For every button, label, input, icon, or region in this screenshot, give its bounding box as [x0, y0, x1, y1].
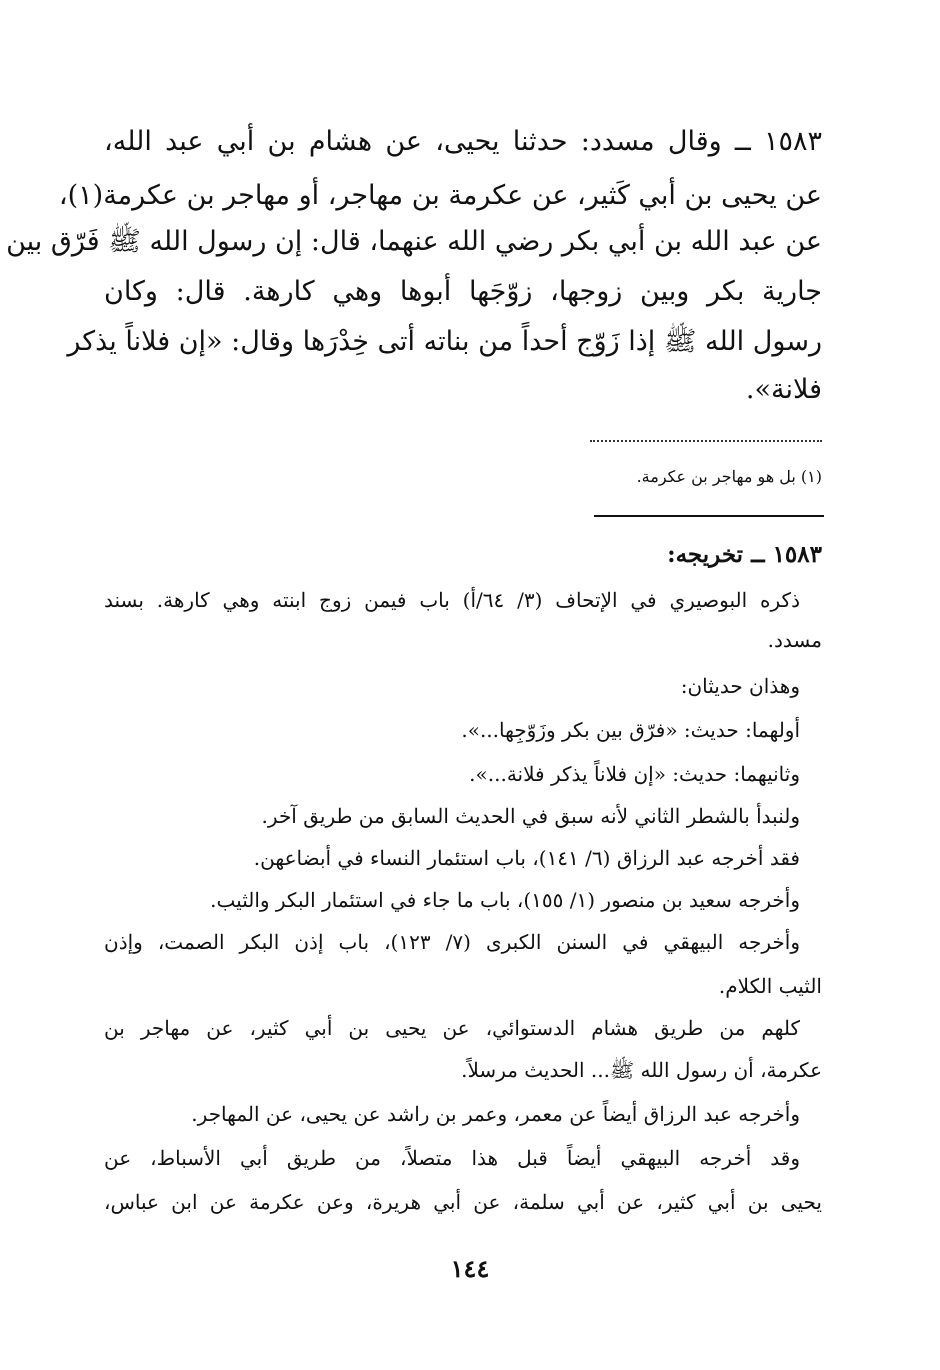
hadith-line-3: عن عبد الله بن أبي بكر رضي الله عنهما، قال: إن رسول الله ﷺ فَرّق بين	[6, 226, 822, 257]
hadith-line-1: ١٥٨٣ ــ وقال مسدد: حدثنا يحيى، عن هشام بن أبي عبد الله،	[104, 126, 822, 157]
takhrij-line-15: يحيى بن أبي كثير، عن أبي سلمة، عن أبي هريرة، وعن عكرمة عن ابن عباس،	[104, 1190, 822, 1214]
page-number: ١٤٤	[450, 1254, 490, 1283]
hadith-line-2: عن يحيى بن أبي كَثير، عن عكرمة بن مهاجر، أو مهاجر بن عكرمة(١)،	[58, 180, 822, 211]
hadith-line-6: فلانة».	[745, 374, 822, 405]
hadith-line-5: رسول الله ﷺ إذا زَوّج أحداً من بناته أتى خِدْرَها وقال: «إن فلاناً يذكر	[67, 326, 822, 357]
takhrij-line-14: وقد أخرجه البيهقي أيضاً قبل هذا متصلاً، من طريق أبي الأسباط، عن	[104, 1146, 800, 1170]
takhrij-line-3: وهذان حديثان:	[680, 674, 800, 698]
takhrij-line-10: الثيب الكلام.	[718, 974, 822, 998]
takhrij-line-6: ولنبدأ بالشطر الثاني لأنه سبق في الحديث السابق من طريق آخر.	[261, 804, 800, 828]
takhrij-line-2: مسدد.	[767, 628, 822, 652]
takhrij-heading: ١٥٨٣ ــ تخريجه:	[667, 541, 822, 568]
takhrij-line-1: ذكره البوصيري في الإتحاف (٣/ ٦٤/أ) باب فيمن زوج ابنته وهي كارهة. بسند	[104, 588, 800, 612]
takhrij-line-4: أولهما: حديث: «فرّق بين بكر وزَوّجِها...».	[461, 718, 800, 742]
hadith-line-4: جارية بكر وبين زوجها، زوّجَها أبوها وهي كارهة. قال: وكان	[104, 276, 822, 307]
takhrij-line-9: وأخرجه البيهقي في السنن الكبرى (٧/ ١٢٣)، باب إذن البكر الصمت، وإذن	[104, 930, 800, 954]
takhrij-line-5: وثانيهما: حديث: «إن فلاناً يذكر فلانة...».	[469, 762, 800, 786]
takhrij-line-12: عكرمة، أن رسول الله ﷺ... الحديث مرسلاً.	[461, 1058, 822, 1082]
section-divider	[594, 515, 824, 517]
takhrij-line-13: وأخرجه عبد الرزاق أيضاً عن معمر، وعمر بن راشد عن يحيى، عن المهاجر.	[191, 1102, 800, 1126]
footnote-separator	[590, 440, 822, 446]
takhrij-line-11: كلهم من طريق هشام الدستوائي، عن يحيى بن أبي كثير، عن مهاجر بن	[104, 1016, 800, 1040]
takhrij-line-7: فقد أخرجه عبد الرزاق (٦/ ١٤١)، باب استئمار النساء في أبضاعهن.	[253, 846, 800, 870]
takhrij-line-8: وأخرجه سعيد بن منصور (١/ ١٥٥)، باب ما جاء في استئمار البكر والثيب.	[210, 888, 800, 912]
footnote: (١) بل هو مهاجر بن عكرمة.	[636, 467, 822, 486]
